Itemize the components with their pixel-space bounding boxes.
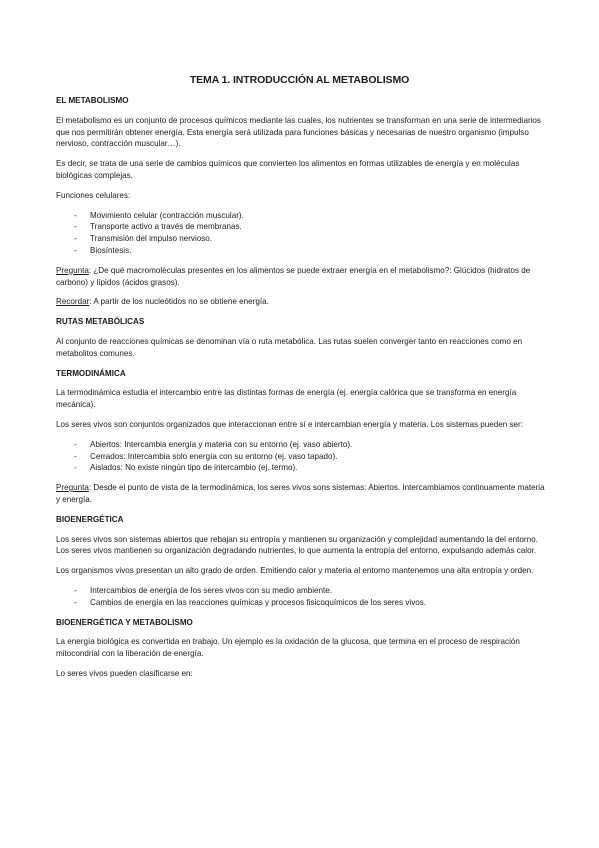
note-paragraph — [56, 296, 546, 308]
list-item: - Abiertos: Intercambia energía y materia con su entorno (ej. vaso abierto). — [56, 439, 546, 451]
section-heading: EL METABOLISMO — [56, 96, 129, 105]
list-item: - Movimiento celular (contracción muscular). — [56, 210, 546, 222]
note-paragraph — [56, 482, 546, 506]
paragraph: La energía biológica es convertida en trabajo. Un ejemplo es la oxidación de la glucosa, que termina en el proceso de respiración mitocondrial con la liberación de energía. — [56, 637, 520, 659]
list-item: - Biosíntesis. — [56, 245, 546, 257]
note-text: : A partir de los nucleótidos no se obtiene energía. — [89, 297, 269, 307]
list-item: - Aislados: No existe ningún tipo de intercambio (ej. termo). — [56, 462, 546, 474]
document-body — [56, 95, 546, 688]
note-label: Pregunta — [56, 265, 89, 275]
document-title: TEMA 1. INTRODUCCIÓN AL METABOLISMO — [189, 74, 410, 86]
paragraph: Los seres vivos son sistemas abiertos que rebajan su entropía y mantienen su organización y complejidad aumentando la del entorno. Los seres vivos mantienen su organización degradando nutrientes, lo que aumenta la entropía del entorno, expulsando además calor. — [56, 534, 538, 556]
paragraph: Los organismos vivos presentan un alto grado de orden. Emitiendo calor y materia al entorno mantenemos una alta entropía y orden. — [56, 566, 534, 576]
paragraph: La termodinámica estudia el intercambio entre las distintas formas de energía (ej. energía calórica que se transforma en energía mecánica). — [56, 388, 517, 410]
section-heading: TERMODINÁMICA — [56, 368, 126, 378]
paragraph: Al conjunto de reacciones químicas se denominan vía o ruta metabólica. Las rutas suelen converger tanto en reacciones como en metabolitos comunes. — [56, 336, 523, 358]
section-heading: BIOENERGÉTICA — [56, 514, 124, 524]
note-text: : Desde el punto de vista de la termodinámica, los seres vivos sons sistemas: Abiertos. Intercambiamos continuamente materia y energía. — [56, 483, 545, 504]
paragraph: El metabolismo es un conjunto de procesos químicos mediante las cuales, los nutrientes se transforman en una serie de intermediarios que nos permitirán obtener energía. Esta energía será utilizada para funciones básicas y necesarias de nuestro organismo (impulso nervioso, contracción muscular…). — [56, 115, 541, 149]
paragraph: Lo seres vivos pueden clasificarse en: — [56, 668, 193, 678]
section-heading: BIOENERGÉTICA Y METABOLISMO — [56, 617, 193, 627]
section-heading: RUTAS METABÓLICAS — [56, 317, 145, 327]
note-paragraph — [56, 265, 546, 289]
paragraph: Es decir, se trata de una serie de cambios químicos que convierten los alimentos en formas utilizables de energía y en moléculas biológicas complejas. — [56, 159, 520, 180]
bullet-list — [56, 439, 546, 474]
bullet-list — [56, 210, 546, 257]
note-label: Recordar — [56, 297, 90, 307]
list-item: - Transporte activo a través de membranas. — [56, 221, 546, 233]
note-text: : ¿De qué macromoléculas presentes en los alimentos se puede extraer energía en el metabolismo?: Glúcidos (hidratos de carbono) y lípidos (ácidos grasos). — [56, 265, 531, 287]
note-label: Pregunta — [56, 483, 89, 493]
list-item: - Intercambios de energía de los seres vivos con su medio ambiente. — [56, 585, 546, 597]
list-item: - Cerrados: Intercambia solo energía con su entorno (ej. vaso tapado). — [56, 451, 546, 463]
list-item: - Cambios de energía en las reacciones químicas y procesos fisicoquímicos de los seres vivos. — [56, 597, 546, 609]
paragraph: Funciones celulares: — [56, 190, 131, 200]
bullet-list — [56, 585, 546, 609]
list-item: - Transmisión del impulso nervioso. — [56, 233, 546, 245]
paragraph: Los seres vivos son conjuntos organizados que interaccionan entre sí e intercambian energía y materia. Los sistemas pueden ser: — [56, 419, 523, 429]
